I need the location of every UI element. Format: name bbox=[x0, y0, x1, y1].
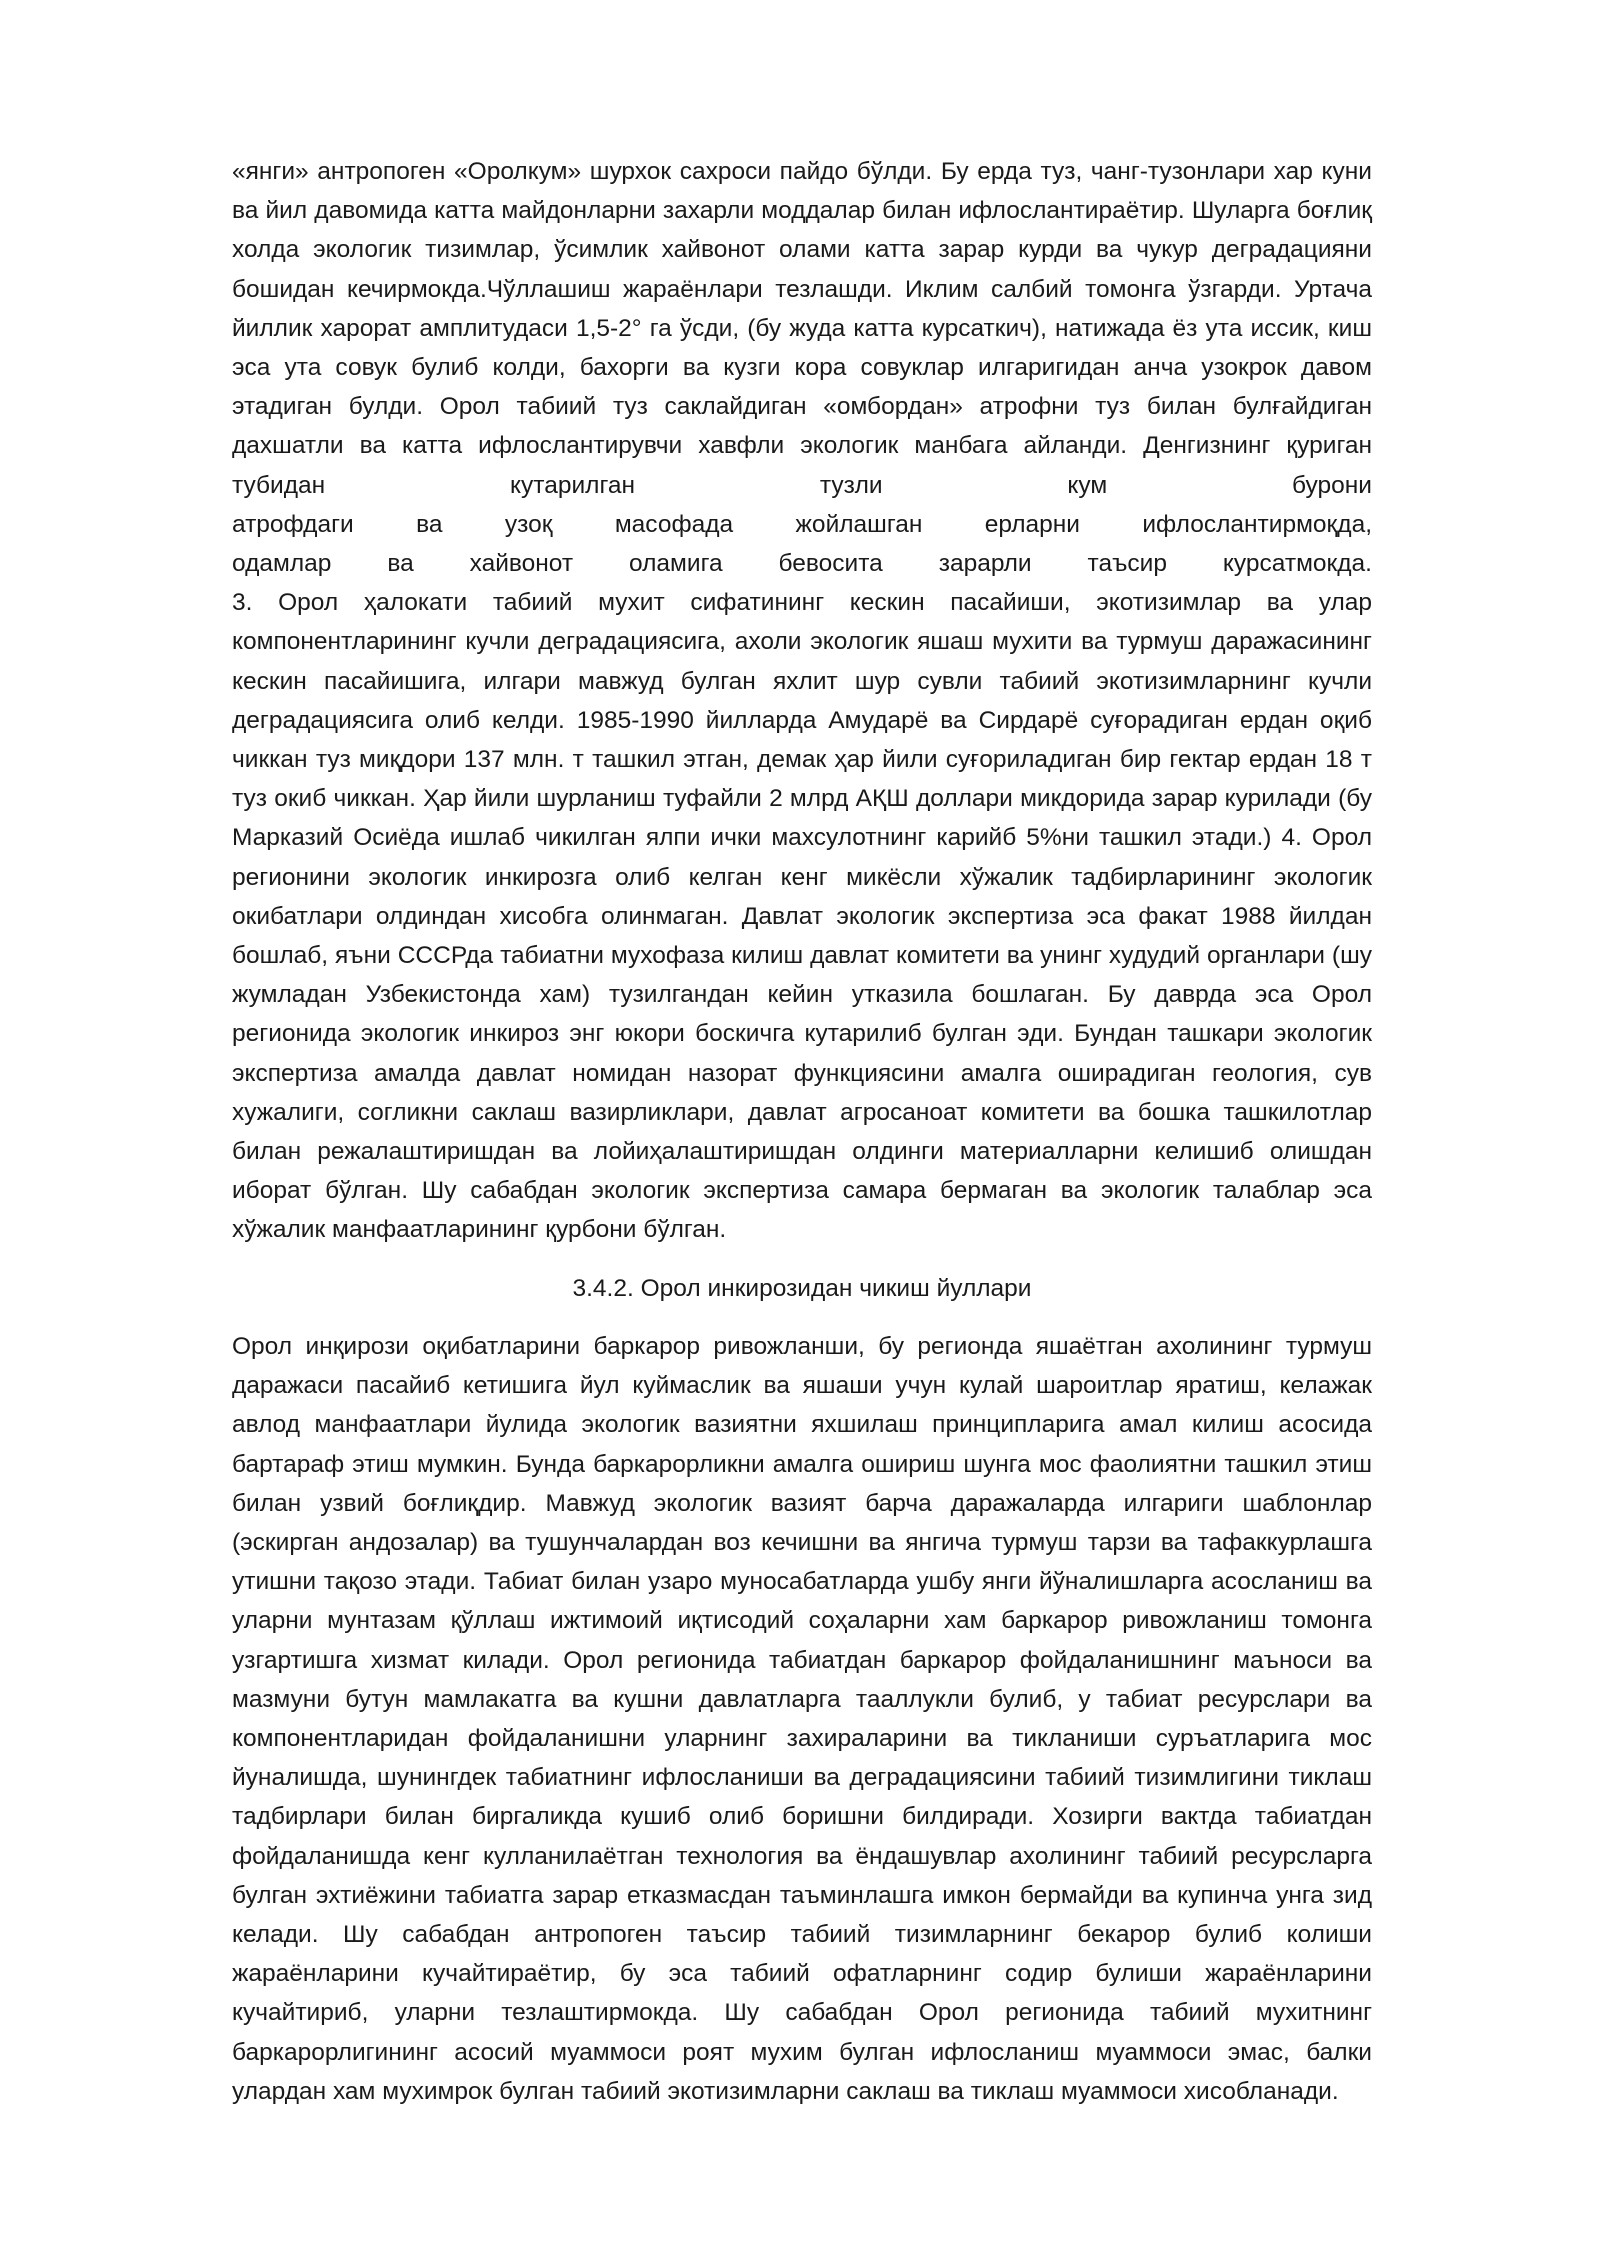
paragraph-1-text: «янги» антропоген «Оролкум» шурхок сахроси пайдо бўлди. Бу ерда туз, чанг-тузонлари хар куни ва йил давомида катта майдонларни захарли моддалар билан ифлослантираётир. Шуларга боғлиқ холда экологик тизимлар, ўсимлик хайвонот олами катта зарар курди ва чукур деградацияни бошидан кечирмокда.Чўллашиш жараёнлари тезлашди. Иклим салбий томонга ўзгарди. Уртача йиллик харорат амплитудаси 1,5-2° га ўсди, (бу жуда катта курсаткич), натижада ёз ута иссик, киш эса ута совук булиб колди, бахорги ва кузги кора совуклар илгаригидан анча узокрок давом этадиган булди. Орол табиий туз саклайдиган «омбордан» атрофни туз билан булғайдиган дахшатли ва катта ифлослантирувчи хавфли экологик манбага айланди. Денгизнинг қуриган тубидан кутарилган тузли кум бурони bbox=[232, 158, 1372, 499]
body-paragraph-1 bbox=[232, 152, 1372, 1250]
document-page bbox=[232, 152, 1372, 2111]
body-paragraph-2: Орол инқирози оқибатларини баркарор ривожланши, бу регионда яшаётган ахолининг турмуш даражаси пасайиб кетишига йул куймаслик ва яшаши учун кулай шароитлар яратиш, келажак авлод манфаатлари йулида экологик вазиятни яхшилаш принципларига амал килиш асосида бартараф этиш мумкин. Бунда баркарорликни амалга ошириш шунга мос фаолиятни ташкил этиш билан узвий боғлиқдир. Мавжуд экологик вазият барча даражаларда илгариги шаблонлар (эскирган андозалар) ва тушунчалардан воз кечишни ва янгича турмуш тарзи ва тафаккурлашга утишни тақозо этади. Табиат билан узаро муносабатларда ушбу янги йўналишларга асосланиш ва уларни мунтазам қўллаш ижтимоий иқтисодий соҳаларни хам баркарор ривожланиш томонга узгартишга хизмат килади. Орол регионида табиатдан баркарор фойдаланишнинг маъноси ва мазмуни бутун мамлакатга ва кушни давлатларга тааллукли булиб, у табиат ресурслари ва компонентларидан фойдаланишни уларнинг захираларини ва тикланиши суръатларига мос йуналишда, шунингдек табиатнинг ифлосланиши ва деградациясини табиий тизимлигини тиклаш тадбирлари билан биргаликда кушиб олиб боришни билдиради. Хозирги вактда табиатдан фойдаланишда кенг кулланилаётган технология ва ёндашувлар ахолининг табиий ресурсларга булган эхтиёжини табиатга зарар етказмасдан таъминлашга имкон бермайди ва купинча унга зид келади. Шу сабабдан антропоген таъсир табиий тизимларнинг бекарор булиб колиши жараёнларини кучайтираётир, бу эса табиий офатларнинг содир булиши жараёнларини кучайтириб, уларни тезлаштирмокда. Шу сабабдан Орол регионида табиий мухитнинг баркарорлигининг асосий муаммоси роят мухим булган ифлосланиш муаммоси эмас, балки улардан хам мухимрок булган табиий экотизимларни саклаш ва тиклаш муаммоси хисобланади. bbox=[232, 1332, 1372, 2105]
paragraph-1-line-3: одамлар ва хайвонот оламига бевосита зарарли таъсир курсатмокда. bbox=[232, 550, 1372, 578]
paragraph-1-line-2: атрофдаги ва узоқ масофада жойлашган ерларни ифлослантирмоқда, bbox=[232, 510, 1372, 538]
paragraph-1-continuation: 3. Орол ҳалокати табиий мухит сифатининг кескин пасайиши, экотизимлар ва улар компонентларининг кучли деградациясига, ахоли экологик яшаш мухити ва турмуш даражасининг кескин пасайишига, илгари мавжуд булган яхлит шур сувли табиий экотизимларнинг кучли деградациясига олиб келди. 1985-1990 йилларда Амударё ва Сирдарё суғорадиган ердан оқиб чиккан туз миқдори 137 млн. т ташкил этган, демак ҳар йили суғориладиган бир гектар ердан 18 т туз окиб чиккан. Ҳар йили шурланиш туфайли 2 млрд АҚШ доллари микдорида зарар курилади (бу Марказий Осиёда ишлаб чикилган ялпи ички махсулотнинг карийб 5%ни ташкил этади.) 4. Орол регионини экологик инкирозга олиб келган кенг микёсли хўжалик тадбирларининг экологик окибатлари олдиндан хисобга олинмаган. Давлат экологик экспертиза эса факат 1988 йилдан бошлаб, яъни СССРда табиатни мухофаза килиш давлат комитети ва унинг худудий органлари (шу жумладан Узбекистонда хам) тузилгандан кейин утказила бошлаган. Бу даврда эса Орол регионида экологик инкироз энг юкори боскичга кутарилиб булган эди. Бундан ташкари экологик экспертиза амалда давлат номидан назорат функциясини амалга оширадиган геология, сув хужалиги, согликни саклаш вазирликлари, давлат агросаноат комитети ва бошка ташкилотлар билан режалаштиришдан ва лойиҳалаштиришдан олдинги материалларни келишиб олишдан иборат бўлган. Шу сабабдан экологик экспертиза самара бермаган ва экологик талаблар эса хўжалик манфаатларининг қурбони бўлган. bbox=[232, 589, 1372, 1244]
section-heading: 3.4.2. Орол инкирозидан чикиш йуллари bbox=[572, 1274, 1032, 1302]
